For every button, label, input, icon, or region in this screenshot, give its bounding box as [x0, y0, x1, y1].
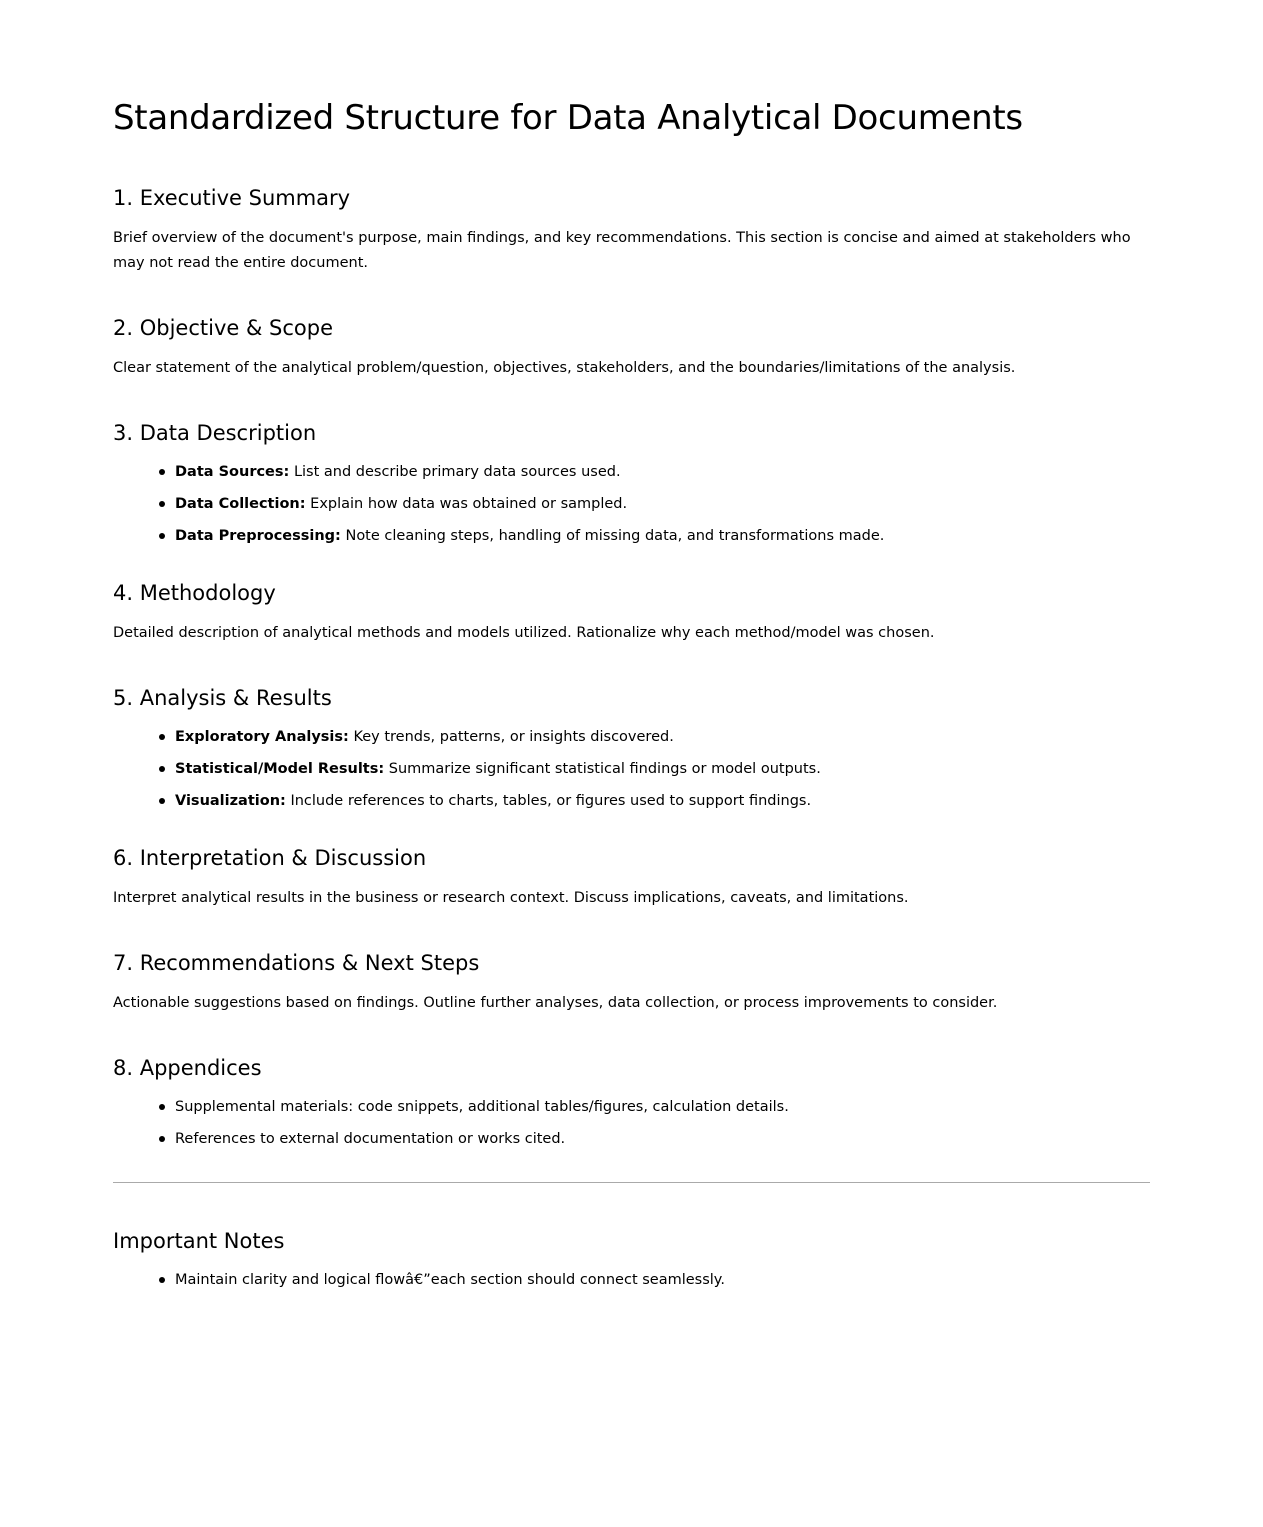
- section-text: Clear statement of the analytical problem/question, objectives, stakeholders, and the boundaries/limitations of the analysis.: [113, 360, 1016, 376]
- section-heading: 8. Appendices: [113, 1056, 262, 1080]
- section-heading: 3. Data Description: [113, 421, 317, 445]
- list-item: [175, 1128, 1150, 1150]
- list-item: [175, 726, 1150, 748]
- section-divider: [113, 1182, 1150, 1183]
- page-title: Standardized Structure for Data Analytical Documents: [113, 98, 1023, 138]
- section-heading: 6. Interpretation & Discussion: [113, 846, 427, 870]
- item-text: Note cleaning steps, handling of missing data, and transformations made.: [345, 528, 885, 544]
- section-heading: 2. Objective & Scope: [113, 316, 333, 340]
- item-label: Data Sources:: [175, 464, 290, 480]
- item-label: Data Preprocessing:: [175, 528, 341, 544]
- section-heading: 5. Analysis & Results: [113, 686, 332, 710]
- item-text: Supplemental materials: code snippets, additional tables/figures, calculation details.: [175, 1099, 789, 1115]
- section-heading: 7. Recommendations & Next Steps: [113, 951, 480, 975]
- item-label: Statistical/Model Results:: [175, 761, 385, 777]
- section-text: Interpret analytical results in the business or research context. Discuss implications, caveats, and limitations.: [113, 890, 909, 906]
- list-item: [175, 1096, 1150, 1118]
- item-text: Key trends, patterns, or insights discovered.: [353, 729, 674, 745]
- section-important-notes: [113, 1227, 1150, 1291]
- item-text: Maintain clarity and logical flowâ€”each section should connect seamlessly.: [175, 1272, 725, 1288]
- item-label: Data Collection:: [175, 496, 306, 512]
- section-heading: 1. Executive Summary: [113, 186, 351, 210]
- list-item: [175, 790, 1150, 812]
- item-text: Summarize significant statistical findings or model outputs.: [388, 761, 821, 777]
- section-heading: 4. Methodology: [113, 581, 276, 605]
- section-heading: Important Notes: [113, 1229, 285, 1253]
- section-text: Brief overview of the document's purpose, main findings, and key recommendations. This section is concise and aimed at stakeholders who may not read the entire document.: [113, 230, 1131, 271]
- section-methodology: [113, 579, 1150, 646]
- section-text: Actionable suggestions based on findings. Outline further analyses, data collection, or process improvements to consider.: [113, 995, 998, 1011]
- section-text: Detailed description of analytical methods and models utilized. Rationalize why each method/model was chosen.: [113, 625, 935, 641]
- item-label: Visualization:: [175, 793, 286, 809]
- list-item: [175, 525, 1150, 547]
- list-item: [175, 758, 1150, 780]
- bullet-list: [113, 1269, 1150, 1291]
- bullet-list: [113, 461, 1150, 547]
- list-item: [175, 1269, 1150, 1291]
- section-objective-scope: [113, 314, 1150, 381]
- item-text: Explain how data was obtained or sampled.: [310, 496, 628, 512]
- item-text: Include references to charts, tables, or figures used to support findings.: [290, 793, 812, 809]
- item-label: Exploratory Analysis:: [175, 729, 349, 745]
- section-analysis-results: [113, 684, 1150, 812]
- section-interpretation-discussion: [113, 844, 1150, 911]
- item-text: References to external documentation or works cited.: [175, 1131, 566, 1147]
- item-text: List and describe primary data sources used.: [293, 464, 621, 480]
- section-recommendations-next-steps: [113, 949, 1150, 1016]
- bullet-list: [113, 726, 1150, 812]
- section-data-description: [113, 419, 1150, 547]
- section-appendices: [113, 1054, 1150, 1150]
- bullet-list: [113, 1096, 1150, 1150]
- list-item: [175, 461, 1150, 483]
- list-item: [175, 493, 1150, 515]
- section-executive-summary: [113, 184, 1150, 276]
